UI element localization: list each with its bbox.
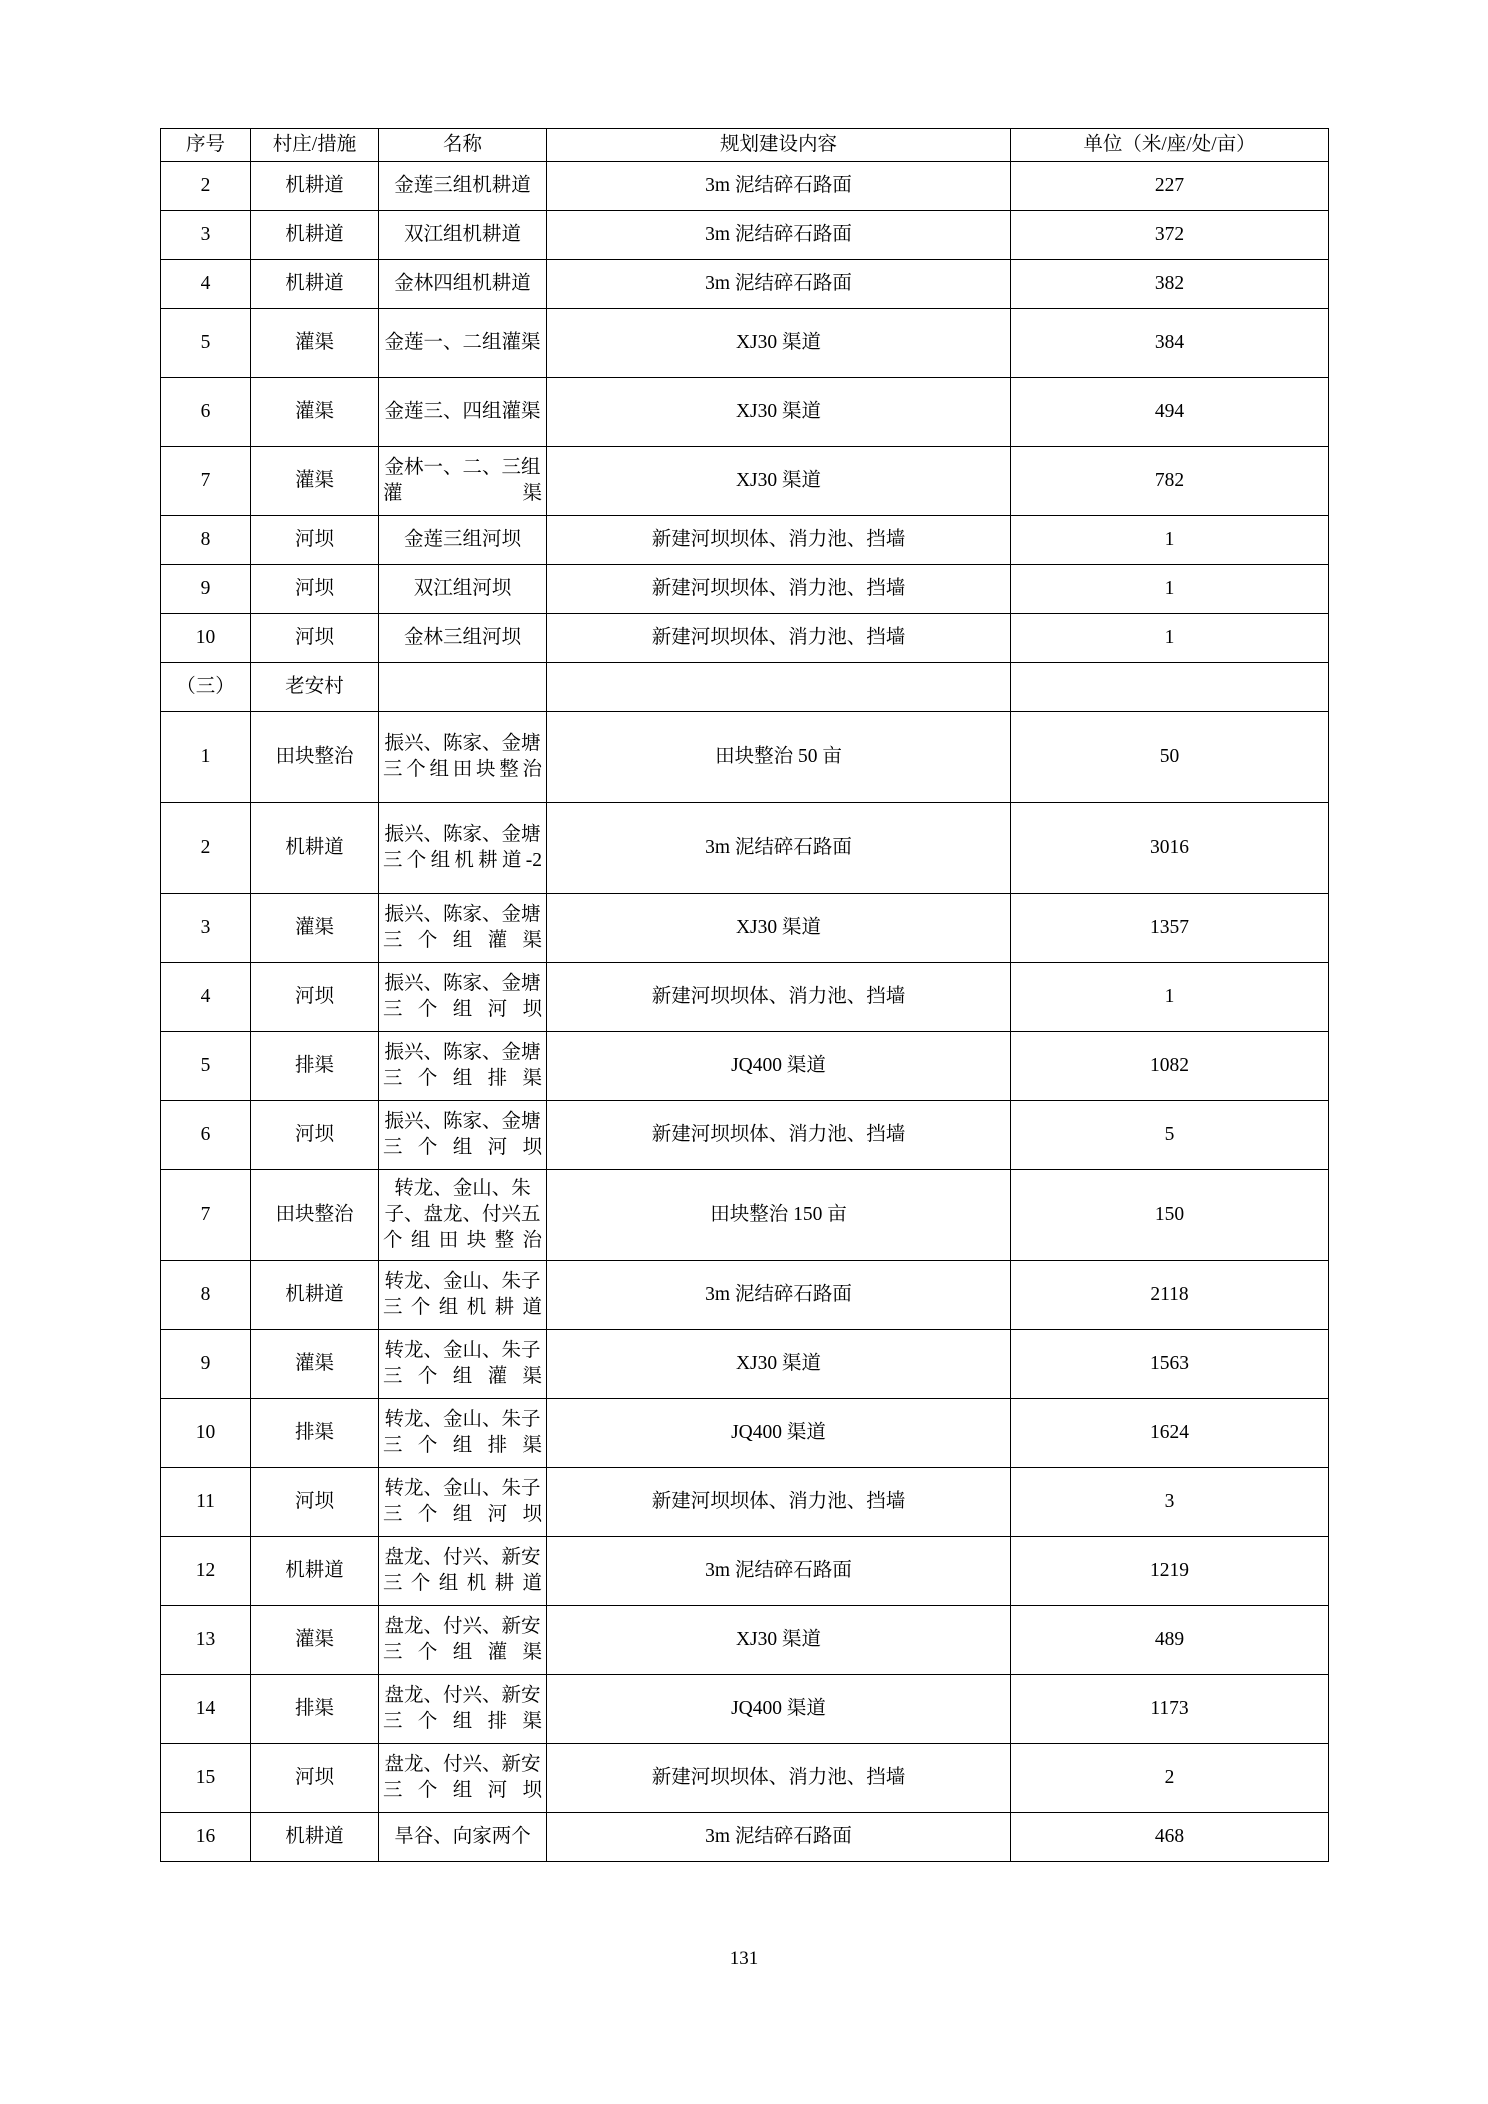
table-row <box>161 1169 1329 1260</box>
cell-name: 盘龙、付兴、新安三个组机耕道 <box>379 1536 547 1605</box>
cell-name: 转龙、金山、朱子三个组排渠 <box>379 1398 547 1467</box>
cell-unit: 384 <box>1011 308 1329 377</box>
table-row <box>161 210 1329 259</box>
cell-no: 13 <box>161 1605 251 1674</box>
cell-no: 6 <box>161 1100 251 1169</box>
cell-category: 灌渠 <box>251 1605 379 1674</box>
cell-category: 机耕道 <box>251 1260 379 1329</box>
cell-content: XJ30 渠道 <box>547 893 1011 962</box>
cell-name: 转龙、金山、朱子三个组机耕道 <box>379 1260 547 1329</box>
table-row <box>161 1743 1329 1812</box>
cell-content: 3m 泥结碎石路面 <box>547 259 1011 308</box>
cell-content: 新建河坝坝体、消力池、挡墙 <box>547 613 1011 662</box>
table-row <box>161 893 1329 962</box>
cell-content: 3m 泥结碎石路面 <box>547 1812 1011 1861</box>
cell-unit: 50 <box>1011 711 1329 802</box>
table-row <box>161 1329 1329 1398</box>
cell-unit: 494 <box>1011 377 1329 446</box>
cell-name: 振兴、陈家、金塘三个组田块整治 <box>379 711 547 802</box>
table-row <box>161 308 1329 377</box>
cell-no: 1 <box>161 711 251 802</box>
cell-no: 9 <box>161 1329 251 1398</box>
cell-no: 6 <box>161 377 251 446</box>
cell-category: 田块整治 <box>251 1169 379 1260</box>
column-header-no: 序号 <box>161 129 251 162</box>
table-row <box>161 1467 1329 1536</box>
table-row <box>161 802 1329 893</box>
cell-content: JQ400 渠道 <box>547 1398 1011 1467</box>
cell-no: 11 <box>161 1467 251 1536</box>
cell-content: 3m 泥结碎石路面 <box>547 1536 1011 1605</box>
cell-unit: 382 <box>1011 259 1329 308</box>
cell-name: 旱谷、向家两个 <box>379 1812 547 1861</box>
cell-no: 10 <box>161 1398 251 1467</box>
table-row <box>161 1536 1329 1605</box>
cell-no: 7 <box>161 1169 251 1260</box>
cell-no: 8 <box>161 1260 251 1329</box>
cell-name: 盘龙、付兴、新安三个组排渠 <box>379 1674 547 1743</box>
cell-content: 田块整治 50 亩 <box>547 711 1011 802</box>
cell-unit: 372 <box>1011 210 1329 259</box>
cell-no: 7 <box>161 446 251 515</box>
cell-category: 灌渠 <box>251 446 379 515</box>
cell-no: 12 <box>161 1536 251 1605</box>
cell-name: 转龙、金山、朱子三个组灌渠 <box>379 1329 547 1398</box>
cell-unit: 5 <box>1011 1100 1329 1169</box>
cell-no: 2 <box>161 161 251 210</box>
cell-name: 金莲三、四组灌渠 <box>379 377 547 446</box>
cell-unit: 1219 <box>1011 1536 1329 1605</box>
table-row <box>161 161 1329 210</box>
cell-unit: 1 <box>1011 962 1329 1031</box>
cell-no: 14 <box>161 1674 251 1743</box>
column-header-unit: 单位（米/座/处/亩） <box>1011 129 1329 162</box>
cell-no: 3 <box>161 893 251 962</box>
column-header-name: 名称 <box>379 129 547 162</box>
cell-name: 盘龙、付兴、新安三个组灌渠 <box>379 1605 547 1674</box>
page-number: 131 <box>729 1948 759 1969</box>
cell-unit: 489 <box>1011 1605 1329 1674</box>
cell-unit: 2 <box>1011 1743 1329 1812</box>
cell-category: 河坝 <box>251 564 379 613</box>
cell-category: 灌渠 <box>251 377 379 446</box>
cell-no: 3 <box>161 210 251 259</box>
cell-content: 田块整治 150 亩 <box>547 1169 1011 1260</box>
cell-unit: 3016 <box>1011 802 1329 893</box>
cell-content: 新建河坝坝体、消力池、挡墙 <box>547 1467 1011 1536</box>
cell-content: XJ30 渠道 <box>547 308 1011 377</box>
table-header <box>161 129 1329 162</box>
cell-category: 排渠 <box>251 1674 379 1743</box>
cell-no: （三） <box>161 662 251 711</box>
cell-name: 转龙、金山、朱子三个组河坝 <box>379 1467 547 1536</box>
cell-unit: 1563 <box>1011 1329 1329 1398</box>
cell-content: 新建河坝坝体、消力池、挡墙 <box>547 962 1011 1031</box>
cell-name: 金林一、二、三组灌渠 <box>379 446 547 515</box>
column-header-category: 村庄/措施 <box>251 129 379 162</box>
cell-no: 10 <box>161 613 251 662</box>
cell-content: 3m 泥结碎石路面 <box>547 161 1011 210</box>
cell-no: 4 <box>161 962 251 1031</box>
construction-plan-table <box>160 128 1329 1862</box>
table-row <box>161 1398 1329 1467</box>
cell-content: XJ30 渠道 <box>547 1605 1011 1674</box>
table-row <box>161 259 1329 308</box>
table-row <box>161 1605 1329 1674</box>
cell-category: 老安村 <box>251 662 379 711</box>
cell-category: 河坝 <box>251 1743 379 1812</box>
cell-content: 新建河坝坝体、消力池、挡墙 <box>547 515 1011 564</box>
cell-name: 盘龙、付兴、新安三个组河坝 <box>379 1743 547 1812</box>
cell-unit: 1 <box>1011 613 1329 662</box>
table-row <box>161 1812 1329 1861</box>
cell-category: 河坝 <box>251 1467 379 1536</box>
cell-category: 机耕道 <box>251 1812 379 1861</box>
table-row <box>161 1674 1329 1743</box>
cell-content: 新建河坝坝体、消力池、挡墙 <box>547 1743 1011 1812</box>
cell-name: 振兴、陈家、金塘三个组河坝 <box>379 962 547 1031</box>
cell-no: 16 <box>161 1812 251 1861</box>
cell-category: 机耕道 <box>251 161 379 210</box>
cell-category: 河坝 <box>251 962 379 1031</box>
cell-content: XJ30 渠道 <box>547 377 1011 446</box>
table-row <box>161 1260 1329 1329</box>
cell-unit: 3 <box>1011 1467 1329 1536</box>
cell-name: 振兴、陈家、金塘三个组机耕道-2 <box>379 802 547 893</box>
cell-unit: 1173 <box>1011 1674 1329 1743</box>
cell-name: 金莲一、二组灌渠 <box>379 308 547 377</box>
cell-category: 机耕道 <box>251 210 379 259</box>
cell-content: JQ400 渠道 <box>547 1031 1011 1100</box>
cell-content <box>547 662 1011 711</box>
cell-unit <box>1011 662 1329 711</box>
cell-unit: 150 <box>1011 1169 1329 1260</box>
table-row <box>161 613 1329 662</box>
cell-name: 双江组机耕道 <box>379 210 547 259</box>
cell-content: 3m 泥结碎石路面 <box>547 802 1011 893</box>
cell-category: 河坝 <box>251 515 379 564</box>
table-row <box>161 515 1329 564</box>
column-header-content: 规划建设内容 <box>547 129 1011 162</box>
table-row <box>161 564 1329 613</box>
cell-content: XJ30 渠道 <box>547 446 1011 515</box>
table-row <box>161 377 1329 446</box>
cell-category: 排渠 <box>251 1398 379 1467</box>
cell-name: 金莲三组河坝 <box>379 515 547 564</box>
cell-no: 5 <box>161 308 251 377</box>
cell-category: 灌渠 <box>251 893 379 962</box>
cell-category: 河坝 <box>251 1100 379 1169</box>
cell-content: XJ30 渠道 <box>547 1329 1011 1398</box>
cell-content: JQ400 渠道 <box>547 1674 1011 1743</box>
cell-no: 8 <box>161 515 251 564</box>
cell-content: 3m 泥结碎石路面 <box>547 210 1011 259</box>
cell-unit: 1082 <box>1011 1031 1329 1100</box>
cell-name: 振兴、陈家、金塘三个组排渠 <box>379 1031 547 1100</box>
cell-unit: 782 <box>1011 446 1329 515</box>
cell-name: 振兴、陈家、金塘三个组河坝 <box>379 1100 547 1169</box>
table-body <box>161 161 1329 1861</box>
cell-unit: 468 <box>1011 1812 1329 1861</box>
cell-name <box>379 662 547 711</box>
cell-name: 金林四组机耕道 <box>379 259 547 308</box>
cell-no: 15 <box>161 1743 251 1812</box>
cell-name: 转龙、金山、朱子、盘龙、付兴五个组田块整治 <box>379 1169 547 1260</box>
cell-category: 田块整治 <box>251 711 379 802</box>
cell-category: 河坝 <box>251 613 379 662</box>
cell-unit: 1357 <box>1011 893 1329 962</box>
cell-name: 振兴、陈家、金塘三个组灌渠 <box>379 893 547 962</box>
table-row <box>161 1100 1329 1169</box>
cell-unit: 227 <box>1011 161 1329 210</box>
table-row <box>161 962 1329 1031</box>
cell-category: 排渠 <box>251 1031 379 1100</box>
table-row <box>161 446 1329 515</box>
cell-category: 机耕道 <box>251 1536 379 1605</box>
cell-no: 4 <box>161 259 251 308</box>
table-row <box>161 1031 1329 1100</box>
cell-category: 机耕道 <box>251 802 379 893</box>
cell-no: 5 <box>161 1031 251 1100</box>
table-header-row <box>161 129 1329 162</box>
table-row <box>161 711 1329 802</box>
cell-unit: 1624 <box>1011 1398 1329 1467</box>
cell-unit: 2118 <box>1011 1260 1329 1329</box>
cell-content: 3m 泥结碎石路面 <box>547 1260 1011 1329</box>
cell-category: 灌渠 <box>251 308 379 377</box>
table-row <box>161 662 1329 711</box>
cell-unit: 1 <box>1011 564 1329 613</box>
cell-unit: 1 <box>1011 515 1329 564</box>
cell-no: 2 <box>161 802 251 893</box>
cell-name: 金莲三组机耕道 <box>379 161 547 210</box>
cell-category: 灌渠 <box>251 1329 379 1398</box>
cell-name: 金林三组河坝 <box>379 613 547 662</box>
cell-name: 双江组河坝 <box>379 564 547 613</box>
cell-no: 9 <box>161 564 251 613</box>
cell-category: 机耕道 <box>251 259 379 308</box>
cell-content: 新建河坝坝体、消力池、挡墙 <box>547 564 1011 613</box>
cell-content: 新建河坝坝体、消力池、挡墙 <box>547 1100 1011 1169</box>
